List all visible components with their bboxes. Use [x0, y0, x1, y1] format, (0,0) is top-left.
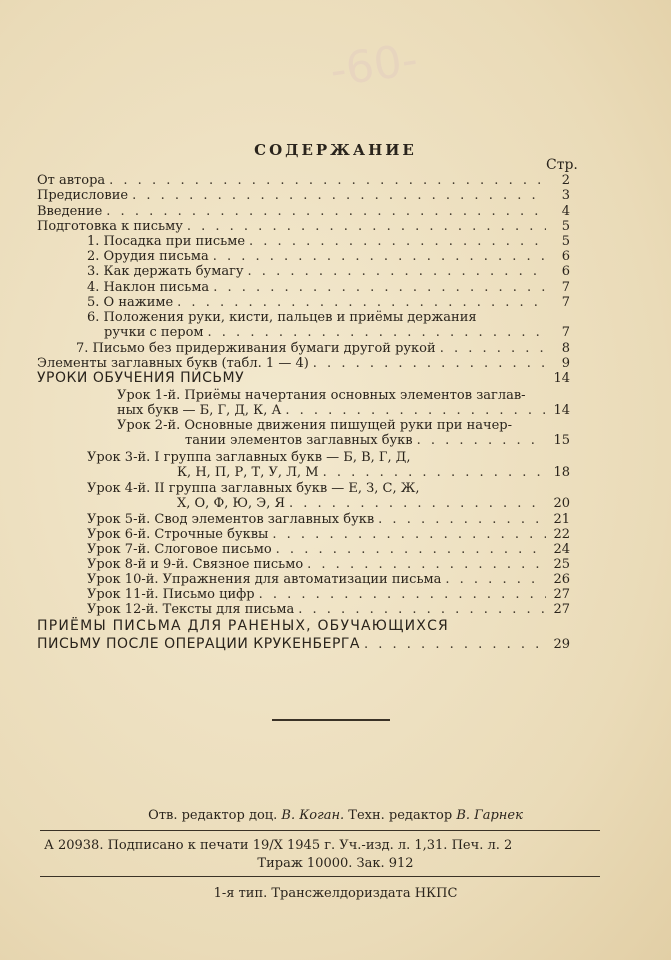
divider — [272, 719, 390, 721]
toc-entry-label: ных букв — Б, Г, Д, К, А — [117, 403, 282, 418]
toc-entry-label: Введение — [37, 204, 103, 219]
leader-dots — [259, 587, 546, 602]
leader-dots — [248, 264, 546, 279]
leader-dots — [213, 249, 546, 264]
toc-entry-page: 27 — [553, 602, 570, 617]
toc-entry-page: 6 — [561, 264, 570, 279]
toc-section — [37, 371, 570, 386]
leader-dots — [364, 637, 546, 652]
toc-entry — [87, 587, 570, 602]
page-title: СОДЕРЖАНИЕ — [254, 141, 417, 159]
leader-dots — [106, 204, 546, 219]
leader-dots — [323, 465, 546, 480]
toc-entry-label: К, Н, П, Р, Т, У, Л, М — [177, 465, 319, 480]
leader-dots — [313, 356, 546, 371]
toc-entry — [76, 341, 570, 356]
toc-entry-line: Урок 1-й. Приёмы начертания основных элементов заглав- — [117, 388, 526, 403]
toc-entry-line: Урок 2-й. Основные движения пишущей руки при начер- — [117, 418, 513, 433]
technical-editor-name: В. Гарнек — [456, 808, 523, 823]
leader-dots — [272, 527, 546, 542]
editors-line — [0, 808, 671, 823]
toc-entry-label: ручки с пером — [104, 325, 204, 340]
toc-entry — [37, 356, 570, 371]
toc-section — [37, 637, 570, 652]
toc-entry-page: 29 — [553, 637, 570, 652]
toc-entry-page: 4 — [561, 204, 570, 219]
divider — [40, 876, 600, 877]
toc-entry-page: 20 — [553, 496, 570, 511]
toc-entry — [185, 433, 570, 448]
toc-entry-line: Урок 3-й. I группа заглавных букв — Б, В, Г, Д, — [87, 450, 411, 465]
toc-entry-label: От автора — [37, 173, 106, 188]
leader-dots — [417, 433, 546, 448]
toc-entry-page: 7 — [561, 325, 570, 340]
toc-entry-label: Урок 7-й. Слоговое письмо — [87, 542, 272, 557]
leader-dots — [213, 280, 546, 295]
toc-entry — [37, 219, 570, 234]
toc-entry-page: 9 — [561, 356, 570, 371]
toc-entry-label: Подготовка к письму — [37, 219, 183, 234]
toc-entry-page: 7 — [561, 280, 570, 295]
toc-entry-page: 14 — [553, 403, 570, 418]
toc-entry-page: 6 — [561, 249, 570, 264]
toc-entry-label: 1. Посадка при письме — [87, 234, 246, 249]
page-column-header: Стр. — [546, 157, 578, 173]
leader-dots — [378, 512, 546, 527]
responsible-editor-name: В. Коган. — [281, 808, 345, 823]
responsible-editor-label: Отв. редактор доц. — [148, 808, 278, 823]
toc-entry-page: 3 — [561, 188, 570, 203]
toc-entry — [37, 204, 570, 219]
toc-entry-label: Х, О, Ф, Ю, Э, Я — [177, 496, 285, 511]
toc-entry — [87, 264, 570, 279]
leader-dots — [285, 403, 546, 418]
toc-entry — [177, 465, 570, 480]
toc-entry-page: 27 — [553, 587, 570, 602]
imprint-line: Тираж 10000. Зак. 912 — [257, 856, 414, 871]
toc-entry-label: 2. Орудия письма — [87, 249, 209, 264]
toc-entry-label: Урок 12-й. Тексты для письма — [87, 602, 295, 617]
leader-dots — [109, 173, 546, 188]
toc-entry-label: Урок 5-й. Свод элементов заглавных букв — [87, 512, 375, 527]
toc-entry — [177, 496, 570, 511]
toc-entry-label: 5. О нажиме — [87, 295, 174, 310]
toc-entry — [87, 542, 570, 557]
leader-dots — [208, 325, 546, 340]
toc-entry — [87, 572, 570, 587]
toc-entry-page: 18 — [553, 465, 570, 480]
toc-entry — [87, 234, 570, 249]
toc-entry-label: Предисловие — [37, 188, 129, 203]
toc-entry — [87, 295, 570, 310]
leader-dots — [132, 188, 546, 203]
leader-dots — [276, 542, 546, 557]
divider — [40, 830, 600, 831]
toc-entry — [87, 557, 570, 572]
toc-entry — [87, 249, 570, 264]
toc-entry — [87, 527, 570, 542]
toc-entry-label: Элементы заглавных букв (табл. 1 — 4) — [37, 356, 309, 371]
pencil-mark: -60- — [326, 34, 421, 97]
toc-section-label: УРОКИ ОБУЧЕНИЯ ПИСЬМУ — [37, 370, 245, 386]
toc-entry — [37, 173, 570, 188]
leader-dots — [187, 219, 546, 234]
toc-entry — [117, 403, 570, 418]
leader-dots — [307, 557, 546, 572]
toc-entry-line: Урок 4-й. II группа заглавных букв — Е, З, С, Ж, — [87, 481, 420, 496]
toc-entry-page: 7 — [561, 295, 570, 310]
toc-section-label: ПИСЬМУ ПОСЛЕ ОПЕРАЦИИ КРУКЕНБЕРГА — [37, 636, 360, 652]
toc-entry-label: тании элементов заглавных букв — [185, 433, 413, 448]
toc-entry-line: 6. Положения руки, кисти, пальцев и приёмы держания — [87, 310, 477, 325]
toc-entry-page: 15 — [553, 433, 570, 448]
toc-entry-page: 8 — [561, 341, 570, 356]
leader-dots — [440, 341, 546, 356]
toc-entry-page: 24 — [553, 542, 570, 557]
toc-entry-label: Урок 10-й. Упражнения для автоматизации письма — [87, 572, 442, 587]
leader-dots — [249, 234, 546, 249]
leader-dots — [177, 295, 546, 310]
toc-section-line: ПРИЁМЫ ПИСЬМА ДЛЯ РАНЕНЫХ, ОБУЧАЮЩИХСЯ — [37, 618, 449, 634]
imprint-line: А 20938. Подписано к печати 19/X 1945 г. Уч.-изд. л. 1,31. Печ. л. 2 — [44, 838, 513, 853]
toc-entry-label: 4. Наклон письма — [87, 280, 210, 295]
toc-entry-page: 26 — [553, 572, 570, 587]
toc-entry-label: 3. Как держать бумагу — [87, 264, 244, 279]
toc-entry — [87, 280, 570, 295]
toc-entry-page: 14 — [553, 371, 570, 386]
leader-dots — [298, 602, 546, 617]
toc-entry-label: Урок 6-й. Строчные буквы — [87, 527, 269, 542]
toc-entry-page: 2 — [561, 173, 570, 188]
toc-entry-page: 25 — [553, 557, 570, 572]
toc-entry — [37, 188, 570, 203]
printer-line: 1-я тип. Трансжелдориздата НКПС — [213, 886, 458, 901]
toc-entry — [87, 602, 570, 617]
toc-entry-label: Урок 11-й. Письмо цифр — [87, 587, 255, 602]
toc-entry-label: 7. Письмо без придерживания бумаги другой рукой — [76, 341, 436, 356]
toc-entry — [104, 325, 570, 340]
toc-entry-page: 21 — [553, 512, 570, 527]
toc-entry — [87, 512, 570, 527]
toc-entry-page: 22 — [553, 527, 570, 542]
toc-entry-page: 5 — [561, 219, 570, 234]
leader-dots — [445, 572, 546, 587]
toc-entry-label: Урок 8-й и 9-й. Связное письмо — [87, 557, 304, 572]
toc-entry-page: 5 — [561, 234, 570, 249]
leader-dots — [289, 496, 546, 511]
technical-editor-label: Техн. редактор — [348, 808, 453, 823]
